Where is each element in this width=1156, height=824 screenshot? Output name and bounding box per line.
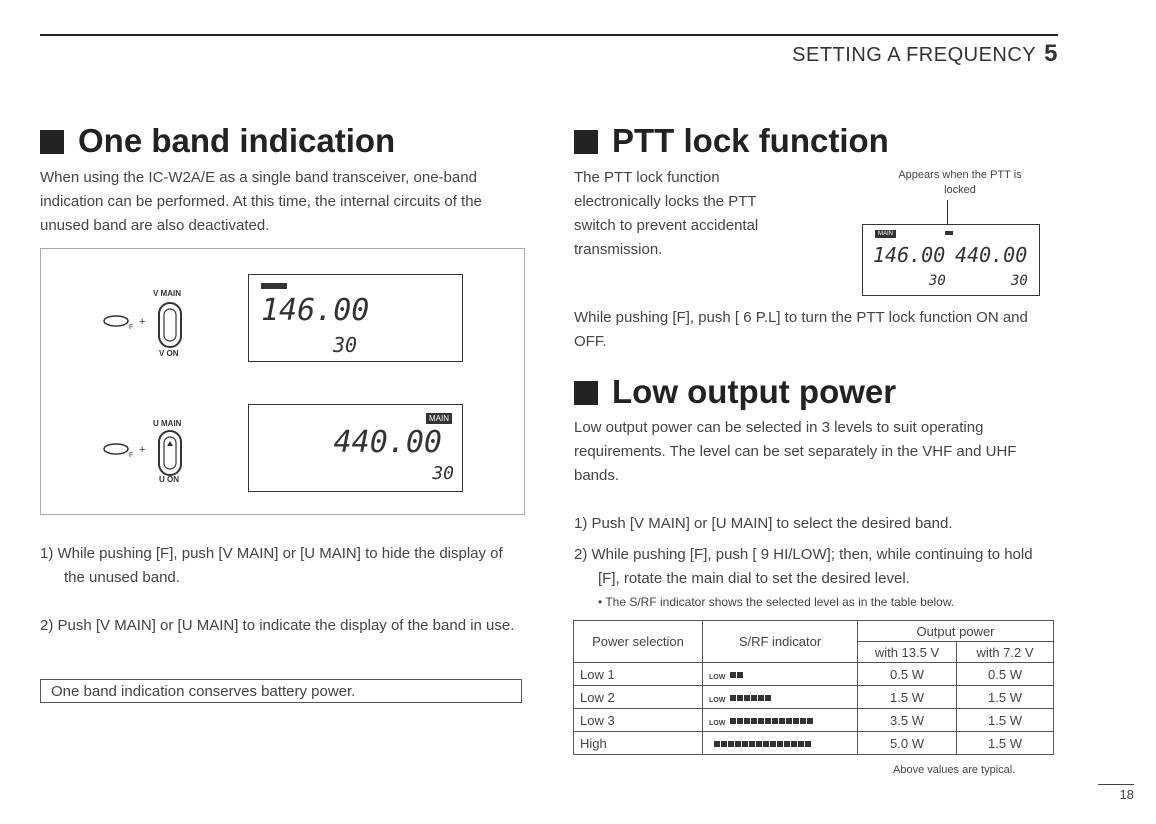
col-power-selection: Power selection bbox=[574, 621, 703, 663]
lock-indicator-icon bbox=[945, 231, 953, 235]
srf-meter-icon bbox=[730, 713, 814, 728]
ptt-lcd-sub-2: 30 bbox=[1011, 273, 1028, 289]
ptt-lcd-sub-1: 30 bbox=[929, 273, 946, 289]
output-13-5v-cell: 3.5 W bbox=[858, 709, 957, 732]
ptt-body: The PTT lock function electronically locks the PTT switch to prevent accidental transmission. bbox=[574, 169, 759, 258]
lcd-vhf-sub: 30 bbox=[333, 333, 358, 357]
heading-bullet-icon bbox=[574, 130, 598, 154]
output-13-5v-cell: 1.5 W bbox=[858, 686, 957, 709]
output-7-2v-cell: 1.5 W bbox=[957, 732, 1054, 755]
svg-text:+: + bbox=[139, 316, 146, 328]
output-7-2v-cell: 1.5 W bbox=[957, 686, 1054, 709]
low-power-step-2: 2) While pushing [F], push [ 9 HI/LOW]; then, while continuing to hold [F], rotate the main dial to set the desired level. bbox=[574, 546, 1033, 587]
one-band-step-2: 2) Push [V MAIN] or [U MAIN] to indicate the display of the band in use. bbox=[40, 617, 515, 634]
srf-meter-icon bbox=[730, 690, 772, 705]
table-footnote: Above values are typical. bbox=[893, 764, 1016, 776]
table-row bbox=[574, 686, 1054, 709]
lcd-uhf-main-tag: MAIN bbox=[426, 413, 452, 424]
heading-bullet-icon bbox=[574, 381, 598, 405]
section-number: 5 bbox=[1044, 40, 1058, 67]
power-table bbox=[573, 620, 1054, 755]
power-selection-cell: Low 3 bbox=[574, 709, 703, 732]
power-selection-cell: Low 2 bbox=[574, 686, 703, 709]
top-rule bbox=[40, 34, 1058, 36]
lcd-indicator-icon bbox=[261, 283, 287, 289]
v-on-label: V ON bbox=[159, 349, 179, 358]
table-row bbox=[574, 663, 1054, 686]
col-output-power: Output power bbox=[858, 621, 1054, 642]
low-power-step-1: 1) Push [V MAIN] or [U MAIN] to select the desired band. bbox=[574, 515, 953, 532]
header-title: SETTING A FREQUENCY bbox=[792, 44, 1037, 66]
srf-bullet: • The S/RF indicator shows the selected level as in the table below. bbox=[598, 595, 955, 609]
svg-text:F: F bbox=[129, 452, 134, 459]
battery-note: One band indication conserves battery power. bbox=[40, 679, 522, 703]
ptt-instruction: While pushing [F], push [ 6 P.L] to turn the PTT lock function ON and OFF. bbox=[574, 309, 1028, 350]
one-band-heading bbox=[40, 122, 395, 160]
col-srf-indicator: S/RF indicator bbox=[703, 621, 858, 663]
srf-low-label: LOW bbox=[709, 719, 726, 727]
col-13-5v: with 13.5 V bbox=[858, 642, 957, 663]
output-13-5v-cell: 5.0 W bbox=[858, 732, 957, 755]
srf-indicator-cell bbox=[703, 686, 858, 709]
one-band-intro: When using the IC-W2A/E as a single band transceiver, one-band indication can be performed. At this time, the internal circuits of the unused band are also deactivated. bbox=[40, 169, 482, 234]
low-power-heading bbox=[574, 373, 896, 411]
lcd-vhf-frequency: 146.00 bbox=[261, 293, 370, 328]
output-7-2v-cell: 1.5 W bbox=[957, 709, 1054, 732]
ptt-lcd bbox=[862, 224, 1040, 296]
power-selection-cell: High bbox=[574, 732, 703, 755]
one-band-figure bbox=[40, 248, 525, 515]
lcd-uhf-sub: 30 bbox=[432, 463, 454, 484]
ptt-lcd-freq-1: 146.00 bbox=[873, 243, 946, 267]
ptt-lcd-freq-2: 440.00 bbox=[955, 243, 1028, 267]
ptt-callout: Appears when the PTT is locked bbox=[898, 169, 1022, 196]
heading-text: One band indication bbox=[78, 122, 396, 159]
srf-indicator-cell bbox=[703, 732, 858, 755]
page-header bbox=[792, 40, 1058, 68]
ptt-heading bbox=[574, 122, 889, 160]
lcd-uhf bbox=[248, 404, 463, 492]
table-row bbox=[574, 732, 1054, 755]
callout-line bbox=[947, 200, 948, 224]
u-on-label: U ON bbox=[159, 475, 179, 484]
output-7-2v-cell: 0.5 W bbox=[957, 663, 1054, 686]
v-main-label: V MAIN bbox=[153, 289, 181, 298]
srf-indicator-cell bbox=[703, 709, 858, 732]
svg-text:F: F bbox=[129, 324, 134, 331]
lcd-uhf-frequency: 440.00 bbox=[333, 425, 442, 460]
srf-low-label: LOW bbox=[709, 696, 726, 704]
u-main-key-icon bbox=[101, 429, 191, 479]
srf-meter-icon bbox=[714, 736, 812, 751]
table-row bbox=[574, 709, 1054, 732]
u-main-label: U MAIN bbox=[153, 419, 182, 428]
power-table-wrap bbox=[573, 620, 1054, 755]
power-selection-cell: Low 1 bbox=[574, 663, 703, 686]
col-7-2v: with 7.2 V bbox=[957, 642, 1054, 663]
srf-indicator-cell bbox=[703, 663, 858, 686]
ptt-lcd-main-tag: MAIN bbox=[875, 230, 896, 238]
svg-text:+: + bbox=[139, 444, 146, 456]
page-number: 18 bbox=[1098, 784, 1134, 802]
heading-text: Low output power bbox=[612, 373, 897, 410]
srf-low-label: LOW bbox=[709, 673, 726, 681]
low-power-body: Low output power can be selected in 3 levels to suit operating requirements. The level can be set separately in the VHF and UHF bands. bbox=[574, 419, 1017, 484]
v-main-key-icon bbox=[101, 301, 191, 351]
one-band-step-1: 1) While pushing [F], push [V MAIN] or [U MAIN] to hide the display of the unused band. bbox=[40, 545, 503, 586]
heading-text: PTT lock function bbox=[612, 122, 889, 159]
lcd-vhf bbox=[248, 274, 463, 362]
output-13-5v-cell: 0.5 W bbox=[858, 663, 957, 686]
srf-meter-icon bbox=[730, 667, 744, 682]
heading-bullet-icon bbox=[40, 130, 64, 154]
